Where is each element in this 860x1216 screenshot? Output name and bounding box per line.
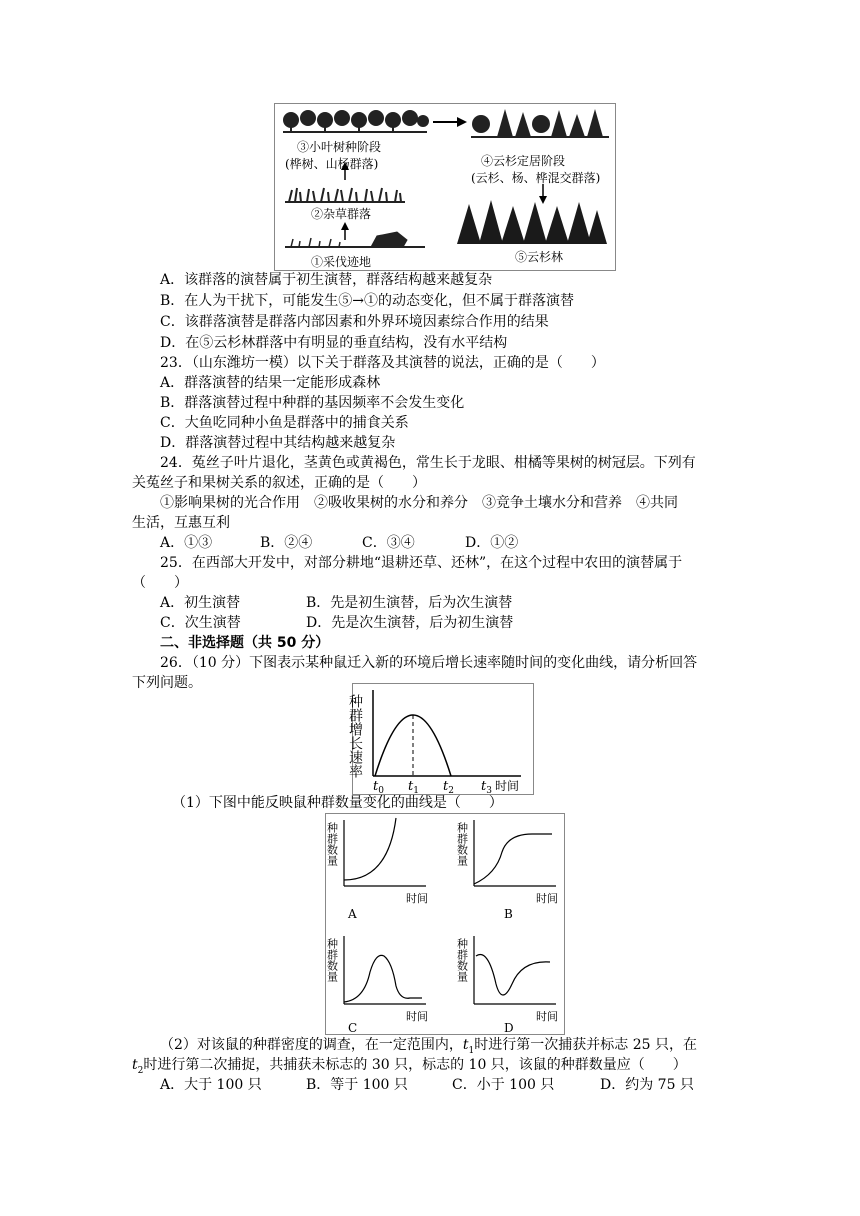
q26-sub2-line2: $t_2$时进行第二次捕捉，共捕获未标志的 30 只，标志的 10 只，该鼠的种群数量应（ ）	[132, 1057, 687, 1076]
population-curves-figure	[325, 813, 565, 1035]
curve-a	[344, 818, 396, 880]
arrow-right-icon	[433, 117, 467, 127]
q23-stem: 23．（山东潍坊一模）以下关于群落及其演替的说法，正确的是（ ）	[160, 355, 605, 371]
q25-option-d: D．先是次生演替，后为初生演替	[306, 615, 514, 631]
growth-rate-plot	[347, 684, 533, 796]
growth-y-label: 种群增长速率	[347, 694, 363, 778]
t2-label: $t_2$	[443, 779, 454, 796]
q22-option-c: C．该群落演替是群落内部因素和外界环境因素综合作用的结果	[160, 314, 549, 330]
q23-option-c: C．大鱼吃同种小鱼是群落中的捕食关系	[160, 415, 409, 431]
arrow-up-icon	[341, 222, 349, 240]
q23-option-a: A．群落演替的结果一定能形成森林	[160, 375, 381, 391]
q25-option-a: A．初生演替	[160, 595, 241, 611]
growth-rate-figure	[347, 683, 534, 796]
curve-c-x-label: 时间	[406, 1010, 428, 1023]
q26-sub2-line1: （2）对该鼠的种群密度的调查，在一定范围内，$t_1$时进行第一次捕获并标志 25 只，在	[160, 1037, 697, 1056]
stage4-note: (云杉、杨、桦混交群落)	[471, 171, 601, 185]
t3-label: $t_3$	[481, 779, 492, 796]
q22-option-b: B．在人为干扰下，可能发生⑤→①的动态变化，但不属于群落演替	[160, 293, 575, 309]
q25-option-c: C．次生演替	[160, 615, 241, 631]
cleared-land-icon	[285, 232, 425, 247]
curve-b-x-label: 时间	[536, 892, 558, 905]
stage2-label: ②杂草群落	[311, 207, 372, 221]
curve-a-x-label: 时间	[406, 892, 428, 905]
panel-c	[326, 936, 429, 1035]
q24-option-a: A．①③	[160, 535, 213, 551]
population-curves	[326, 814, 564, 1034]
curve-b-y-label: 种群数量	[455, 822, 469, 866]
curve-c-y-label: 种群数量	[325, 938, 339, 982]
q25-option-b: B．先是初生演替，后为次生演替	[306, 595, 513, 611]
section-title: 二、非选择题（共 50 分）	[160, 635, 330, 651]
q22-option-d: D．在⑤云杉林群落中有明显的垂直结构，没有水平结构	[160, 335, 508, 351]
panel-b	[456, 820, 559, 921]
curve-c	[344, 955, 422, 1002]
curve-d-y-label: 种群数量	[455, 938, 469, 982]
curve-d-x-label: 时间	[536, 1010, 558, 1023]
stage3-note: (桦树、山杨群落)	[285, 157, 379, 171]
q25-stem-line1: 25．在西部大开发中，对部分耕地“退耕还草、还林”，在这个过程中农田的演替属于	[160, 555, 683, 571]
q26-option-c: C．小于 100 只	[452, 1077, 555, 1093]
curve-c-label: C	[348, 1021, 358, 1035]
mixed-trees-icon	[471, 109, 609, 137]
curve-b	[474, 834, 552, 884]
q23-option-d: D．群落演替过程中其结构越来越复杂	[160, 435, 396, 451]
q26-stem-line1: 26．（10 分）下图表示某种鼠迁入新的环境后增长速率随时间的变化曲线，请分析回答	[160, 655, 698, 671]
panel-a	[326, 818, 429, 921]
stage1-label: ①采伐迹地	[311, 255, 372, 269]
arrow-down-icon	[539, 184, 547, 204]
q26-option-a: A．大于 100 只	[160, 1077, 262, 1093]
succession-figure	[274, 103, 616, 271]
q26-sub1: （1）下图中能反映鼠种群数量变化的曲线是（ ）	[172, 795, 503, 811]
stage4-label: ④云杉定居阶段	[481, 154, 566, 168]
q24-items-line2: 生活，互惠互利	[132, 515, 230, 531]
q23-option-b: B．群落演替过程中种群的基因频率不会发生变化	[160, 395, 465, 411]
q24-stem-line1: 24．菟丝子叶片退化，茎黄色或黄褐色，常生长于龙眼、柑橘等果树的树冠层。下列有	[160, 455, 696, 471]
q26-option-b: B．等于 100 只	[306, 1077, 408, 1093]
q24-option-c: C．③④	[362, 535, 415, 551]
curve-b-label: B	[504, 907, 513, 921]
growth-x-label: 时间	[495, 779, 520, 793]
q24-items-line1: ①影响果树的光合作用 ②吸收果树的水分和养分 ③竞争土壤水分和营养 ④共同	[160, 495, 678, 511]
q24-option-b: B．②④	[260, 535, 313, 551]
q26-stem-line2: 下列问题。	[132, 675, 202, 691]
curve-d	[476, 955, 550, 995]
q26-option-d: D．约为 75 只	[600, 1077, 694, 1093]
curve-a-y-label: 种群数量	[325, 822, 339, 866]
q22-option-a: A．该群落的演替属于初生演替，群落结构越来越复杂	[160, 272, 493, 288]
q25-stem-line2: （ ）	[132, 575, 188, 591]
q24-option-d: D．①②	[465, 535, 519, 551]
curve-d-label: D	[504, 1021, 514, 1035]
t0-label: $t_0$	[373, 779, 384, 796]
stage5-label: ⑤云杉林	[515, 250, 564, 264]
small-trees-icon	[283, 110, 429, 132]
t1-label: $t_1$	[408, 779, 419, 796]
spruce-forest-icon	[457, 200, 607, 244]
grass-icon	[285, 188, 405, 202]
q24-stem-line2: 关菟丝子和果树关系的叙述，正确的是（ ）	[132, 475, 426, 491]
succession-diagram	[275, 104, 615, 270]
curve-a-label: A	[348, 907, 357, 921]
stage3-label: ③小叶树种阶段	[297, 140, 382, 154]
panel-d	[456, 936, 559, 1035]
